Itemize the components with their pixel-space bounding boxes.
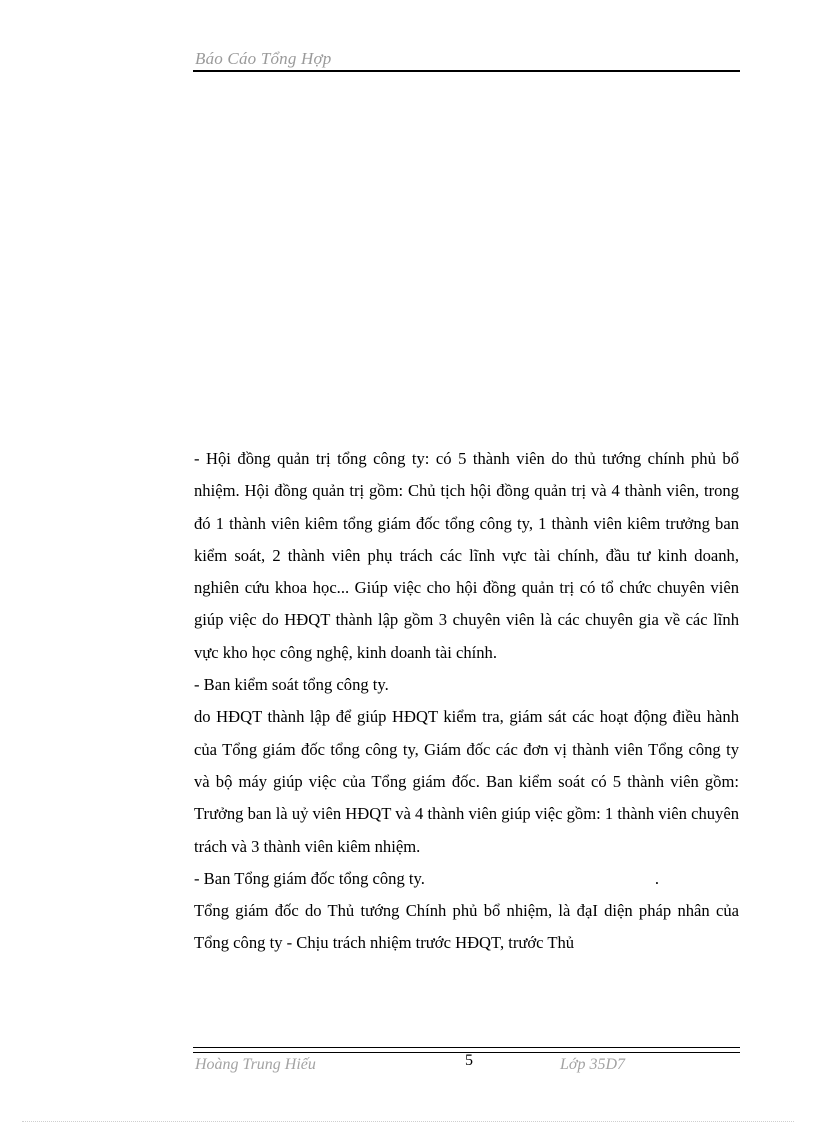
footer-author: Hoàng Trung Hiếu [195,1056,316,1073]
heading-ban-tong-giam-doc [194,863,739,895]
paragraph-ban-kiem-soat: do HĐQT thành lập để giúp HĐQT kiểm tra, giám sát các hoạt động điều hành của Tổng giám đốc tổng công ty, Giám đốc các đơn vị thành viên Tổng công ty và bộ máy giúp việc của Tổng giám đốc. Ban kiểm soát có 5 thành viên gồm: Trưởng ban là uỷ viên HĐQT và 4 thành viên giúp việc gồm: 1 thành viên chuyên trách và 3 thành viên kiêm nhiệm. [194,707,739,856]
footer-class-label: Lớp 35D7 [560,1056,625,1073]
paragraph-tong-giam-doc: Tổng giám đốc do Thủ tướng Chính phủ bổ nhiệm, là đạI diện pháp nhân của Tổng công ty - Chịu trách nhiệm trước HĐQT, trước Thủ [194,901,739,953]
header-rule [193,70,740,72]
header-title: Báo Cáo Tổng Hợp [195,49,332,68]
heading-ban-kiem-soat: - Ban kiểm soát tổng công ty. [194,675,389,695]
trailing-dot: . [654,868,660,888]
page-bottom-edge [22,1121,794,1122]
heading-ban-tong-giam-doc-text: - Ban Tổng giám đốc tổng công ty. [194,868,425,888]
page-number: 5 [465,1052,473,1069]
paragraph-hdqt: - Hội đồng quản trị tổng công ty: có 5 thành viên do thủ tướng chính phủ bổ nhiệm. Hội đồng quản trị gồm: Chủ tịch hội đồng quản trị và 4 thành viên, trong đó 1 thành viên kiêm tổng giám đốc tổng công ty, 1 thành viên kiêm trưởng ban kiểm soát, 2 thành viên phụ trách các lĩnh vực tài chính, đầu tư kinh doanh, nghiên cứu khoa học... Giúp việc cho hội đồng quản trị có tổ chức chuyên viên giúp việc do HĐQT thành lập gồm 3 chuyên viên là các chuyên gia về các lĩnh vực kho học công nghệ, kinh doanh tài chính. [194,449,739,662]
body-text [194,443,739,960]
